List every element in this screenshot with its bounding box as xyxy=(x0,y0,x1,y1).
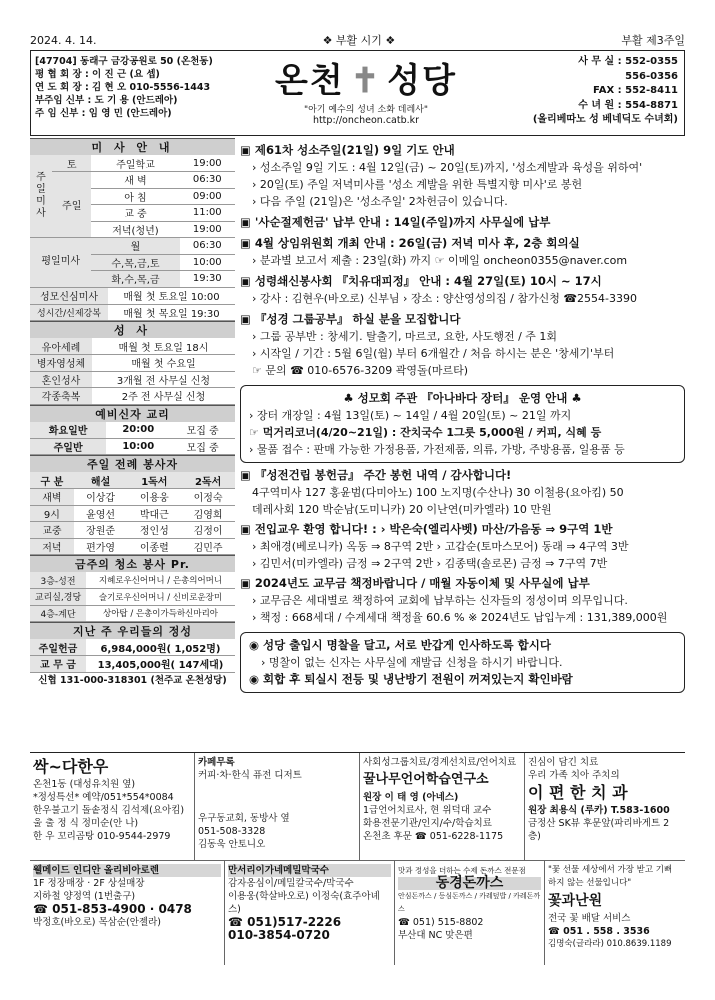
ad-donkatsu xyxy=(395,861,545,965)
finance-label: 주일헌금 xyxy=(30,639,86,656)
office-phone: 사 무 실 : 552-0355 xyxy=(578,56,678,67)
news-line: › 교무금은 세대별로 책정하여 교회에 납부하는 신자들의 정성이며 의무입니다. xyxy=(252,594,628,607)
mass-name: 화,수,목,금 xyxy=(91,271,179,288)
notice-box xyxy=(240,632,685,693)
bank-account: 신협 131-000-318301 (천주교 온천성당) xyxy=(38,674,227,686)
ad-line: 사회성그룹치료/경계선치료/언어치료 xyxy=(363,757,517,768)
mass-name: 수,목,금,토 xyxy=(91,254,179,271)
ad-line: 051-508-3328 xyxy=(198,826,266,837)
bazaar-line: › 물품 접수 : 판매 가능한 가정용품, 가전제품, 의류, 가방, 주방용품, 일용품 등 xyxy=(249,443,625,456)
table-cell: 저녁 xyxy=(30,538,74,555)
col-header: 구 분 xyxy=(30,472,74,489)
notice-line: › 명찰이 없는 신자는 사무실에 재발급 신청을 하시기 바랍니다. xyxy=(261,656,563,669)
table-cell: 편가영 xyxy=(74,538,128,555)
ad-line: 화용전문기관/인지/수/학습치료 xyxy=(363,818,492,829)
title-left: 온천 xyxy=(275,61,345,101)
table-cell: 김민주 xyxy=(181,538,235,555)
cleaning-table xyxy=(30,572,235,622)
season-label: ❖ 부활 시기 ❖ xyxy=(322,34,396,47)
bazaar-heading: ♣ 성모회 주관 『아나바다 장터』 운영 안내 ♣ xyxy=(343,391,582,405)
ad-title: 카페무록 xyxy=(198,757,235,768)
mass-time: 19:00 xyxy=(180,221,235,238)
convent-phone: 수 녀 원 : 554-8871 xyxy=(578,99,678,111)
ad-cafe xyxy=(195,753,360,861)
convent-name: (올리베따노 성 베네딕도 수녀회) xyxy=(532,114,678,125)
table-cell: 장원준 xyxy=(74,522,128,539)
servers-table xyxy=(30,472,235,555)
catechism-table xyxy=(30,422,235,456)
cleaning-area: 3층-성전 xyxy=(30,572,86,589)
masthead xyxy=(30,50,685,136)
ad-phone: 010-3854-0720 xyxy=(228,928,330,942)
news-heading: ▣ 전입교우 환영 합니다! : › 박은숙(엘리사벳) 마산/가음동 ⇒ 9구역 1반 xyxy=(240,522,613,536)
ad-clothing xyxy=(30,861,225,965)
notice-line: ◉ 회합 후 퇴실시 전등 및 냉난방기 전원이 꺼져있는지 확인바람 xyxy=(249,672,573,686)
ad-line: 울 출 정 식 정미순(안 나) xyxy=(33,818,139,829)
news-block-2 xyxy=(240,467,685,626)
special-mass-name: 성모신심미사 xyxy=(30,288,108,305)
mass-name: 아 침 xyxy=(91,188,179,205)
table-cell: 김영희 xyxy=(181,505,235,522)
cross-icon: ✝ xyxy=(350,61,382,101)
cleaning-area: 교리실,경당 xyxy=(30,589,86,606)
news-line: › 다음 주일 (21일)은 '성소주일' 2차헌금이 있습니다. xyxy=(252,195,508,208)
news-line: › 강사 : 김현우(바오로) 신부님 › 장소 : 양산영성의집 / 참가신청 ☎2554-3390 xyxy=(252,292,638,305)
ad-title: 꿀나무언어학습연구소 xyxy=(363,772,489,787)
col-header: 2독서 xyxy=(181,472,235,489)
news-line: 4구역미사 127 홍윤범(다미아노) 100 노지명(수산나) 30 이철용(요아킴) 50 xyxy=(252,486,624,499)
pastor-line: 주 임 신부 : 임 영 민 (안드레아) xyxy=(35,108,172,119)
assistant-priest-line: 부주임 신부 : 도 기 용 (안드레아) xyxy=(35,95,178,106)
cleaning-title: 금주의 청소 봉사 Pr. xyxy=(30,555,235,572)
website-url[interactable]: http://oncheon.catb.kr xyxy=(312,115,420,126)
table-cell: 윤영선 xyxy=(74,505,128,522)
ad-line: 1F 정장매장 · 2F 상설매장 xyxy=(33,878,145,889)
table-cell: 이정숙 xyxy=(181,489,235,506)
office-phone-2: 556-0356 xyxy=(625,70,678,82)
cleaning-group: 상아탑 / 은총이가득하신마리아 xyxy=(86,605,235,622)
news-heading: ▣ 4월 상임위원회 개최 안내 : 26일(금) 저녁 미사 후, 2층 회의실 xyxy=(240,236,580,250)
ad-flowers xyxy=(545,861,685,965)
class-name: 주일반 xyxy=(30,438,106,455)
special-mass-name: 성시간/신제강복 xyxy=(30,304,108,321)
ad-phone: ☎ 051) 515-8802 xyxy=(398,917,484,928)
sacrament-name: 혼인성사 xyxy=(30,371,92,388)
finance-title: 지난 주 우리들의 정성 xyxy=(30,622,235,639)
ad-title: 웰메이드 인디안 올리비아로렌 xyxy=(33,864,221,877)
ad-line: 안심돈까스 / 등심돈까스 / 카레덮밥 / 카레돈까스 xyxy=(398,892,541,913)
ad-hanwoo xyxy=(30,753,195,861)
col-header: 해설 xyxy=(74,472,128,489)
news-line: › 최애경(베로니카) 옥동 ⇒ 8구역 2반 › 고갑순(토마스모어) 동래 ⇒ 4구역 3반 xyxy=(252,540,629,553)
sacrament-table xyxy=(30,338,235,405)
mass-name: 저녁(청년) xyxy=(91,221,179,238)
ads-section xyxy=(30,752,685,964)
class-time: 10:00 xyxy=(106,438,170,455)
ad-line: 맛과 정성을 더하는 수제 돈까스 전문점 xyxy=(398,866,526,875)
ad-line: 한 우 꼬리곰탕 010-9544-2979 xyxy=(33,831,171,842)
cleaning-group: 슬기로우신어머니 / 신비로운장미 xyxy=(86,589,235,606)
ad-line: 한우불고기 돌솥정식 김석제(요아킴) xyxy=(33,805,185,816)
top-bar xyxy=(30,32,685,48)
mass-time: 06:30 xyxy=(180,172,235,189)
ad-line: 1급언어치료사, 현 위덕대 교수 xyxy=(363,805,492,816)
ad-title: 싹~다한우 xyxy=(33,757,109,776)
catechism-title: 예비신자 교리 xyxy=(30,405,235,422)
mass-name: 교 중 xyxy=(91,205,179,222)
ad-line: *정성특선* 예약/051*554*0084 xyxy=(33,792,174,803)
sacrament-name: 병자영성체 xyxy=(30,355,92,372)
bazaar-line: ☞ 먹거리코너(4/20~21일) : 잔치국수 1그릇 5,000원 / 커피, 식혜 등 xyxy=(249,426,602,439)
finance-value: 6,984,000원( 1,052명) xyxy=(86,639,235,656)
president-line: 평 협 회 장 : 이 진 근 (요 셉) xyxy=(35,69,160,80)
mass-day: 주일 xyxy=(52,172,91,238)
address-block xyxy=(35,55,213,120)
ad-phone: ☎ 051 . 558 . 3536 xyxy=(548,926,650,937)
mass-day: 토 xyxy=(52,155,91,172)
col-header: 1독서 xyxy=(127,472,181,489)
weekday-label: 평일미사 xyxy=(30,238,91,288)
ad-line: 원장 이 태 영 (아네스) xyxy=(363,792,459,803)
mass-name: 새 벽 xyxy=(91,172,179,189)
class-status: 모집 중 xyxy=(170,438,235,455)
special-mass-table xyxy=(30,288,235,322)
mass-title: 미 사 안 내 xyxy=(30,138,235,155)
news-line: 데레사회 120 박순남(도미니카) 20 이난연(미카엘라) 10 만원 xyxy=(252,503,552,516)
mass-time: 19:00 xyxy=(180,155,235,172)
ad-line: 전국 꽃 배달 서비스 xyxy=(548,913,631,924)
ad-line: 금정산 SK뷰 후문앞(파리바게트 2층) xyxy=(528,818,670,842)
ad-line: 김명숙(글라라) 010.8639.1189 xyxy=(548,939,672,949)
sunday-label: 주일미사 xyxy=(30,155,52,238)
mass-time: 10:00 xyxy=(180,254,235,271)
bazaar-box xyxy=(240,385,685,463)
ad-line: 우리 가족 치아 주치의 xyxy=(528,770,620,781)
notice-line: ◉ 성당 출입시 명찰을 달고, 서로 반갑게 인사하도록 합시다 xyxy=(249,638,551,652)
sacrament-info: 3개월 전 사무실 신청 xyxy=(92,371,235,388)
news-line: › 책정 : 668세대 / 수계세대 책정율 60.6 % ※ 2024년도 납입누계 : 131,389,000원 xyxy=(252,611,668,624)
news-heading: ▣ 『성전건립 봉헌금』 주간 봉헌 내역 / 감사합니다! xyxy=(240,468,512,482)
news-line: › 시작일 / 기간 : 5월 6일(월) 부터 6개월간 / 처음 하시는 분은 '창세기'부터 xyxy=(252,347,615,360)
sacrament-info: 2주 전 사무실 신청 xyxy=(92,388,235,405)
servers-title: 주일 전례 봉사자 xyxy=(30,455,235,472)
week-label: 부활 제3주일 xyxy=(621,34,685,47)
news-heading: ▣ 2024년도 교무금 책정바랍니다 / 매월 자동이체 및 사무실에 납부 xyxy=(240,576,590,590)
ad-line: 부산대 NC 맞은편 xyxy=(398,930,473,941)
ad-title: 만서리이가네메밀막국수 xyxy=(228,864,391,877)
ad-title: 꽃과난원 xyxy=(548,893,603,909)
table-cell: 이종렬 xyxy=(127,538,181,555)
ad-phone: ☎ 051)517-2226 xyxy=(228,915,342,929)
sacrament-name: 유아세례 xyxy=(30,338,92,355)
sacrament-title: 성 사 xyxy=(30,321,235,338)
special-mass-time: 매월 첫 목요일 19:30 xyxy=(108,304,235,321)
mass-time: 19:30 xyxy=(180,271,235,288)
council-line: 연 도 회 장 : 김 현 오 010-5556-1443 xyxy=(35,82,211,93)
news-heading: ▣ 제61차 성소주일(21일) 9일 기도 안내 xyxy=(240,143,455,157)
title-right: 성당 xyxy=(387,61,457,101)
ad-line: 감자옹심이/메밀칼국수/막국수 xyxy=(228,878,354,889)
ad-line: "꽃 선물 세상에서 가장 받고 기뻐 하지 않는 선물입니다" xyxy=(548,865,673,888)
mass-time: 06:30 xyxy=(180,238,235,255)
finance-label: 교 무 금 xyxy=(30,656,86,673)
ad-line: 온천초 후문 ☎ 051-6228-1175 xyxy=(363,831,504,842)
fax: FAX : 552-8411 xyxy=(593,85,678,96)
table-cell: 김정이 xyxy=(181,522,235,539)
ad-line: 이용웅(학살바오로) 이정숙(효주아녜스) xyxy=(228,891,380,915)
left-column xyxy=(30,138,235,689)
mass-time: 11:00 xyxy=(180,205,235,222)
news-heading: ▣ 성령쇄신봉사회 『치유대피정』 안내 : 4월 27일(토) 10시 ~ 17시 xyxy=(240,274,602,288)
sacrament-name: 각종축복 xyxy=(30,388,92,405)
table-cell: 새벽 xyxy=(30,489,74,506)
table-cell: 박대근 xyxy=(127,505,181,522)
ad-noodles xyxy=(225,861,395,965)
table-cell: 9시 xyxy=(30,505,74,522)
mass-name: 월 xyxy=(91,238,179,255)
table-cell: 이상갑 xyxy=(74,489,128,506)
ad-dental xyxy=(525,753,685,861)
contact-block xyxy=(533,55,678,128)
finance-value: 13,405,000원( 147세대) xyxy=(86,656,235,673)
ad-line: 커피·차·한식 퓨전 디저트 xyxy=(198,770,302,781)
ad-line: 우구동교회, 동방사 옆 xyxy=(198,813,290,824)
ad-title: 동경돈까스 xyxy=(398,877,541,890)
ad-line: 지하철 양정역 (1번출구) xyxy=(33,891,136,902)
class-status: 모집 중 xyxy=(170,422,235,439)
cleaning-group: 지혜로우신어머니 / 은총의어머니 xyxy=(86,572,235,589)
news-heading: ▣ 『성경 그룹공부』 하실 분을 모집합니다 xyxy=(240,312,461,326)
table-cell: 정인성 xyxy=(127,522,181,539)
ad-line: 김동욱 안토니오 xyxy=(198,839,266,850)
ad-line: 박정호(바오로) 목삼순(안젤라) xyxy=(33,917,161,928)
mass-name: 주일학교 xyxy=(91,155,179,172)
ad-speech-center xyxy=(360,753,525,861)
news-line: › 분과별 보고서 제출 : 23일(화) 까지 ☞ 이메일 oncheon0355@naver.com xyxy=(252,254,628,267)
ad-line: 온천1동 (대성유치원 옆) xyxy=(33,779,136,790)
news-block xyxy=(240,142,685,379)
issue-date: 2024. 4. 14. xyxy=(30,33,97,47)
news-line: › 그룹 공부반 : 창세기. 탈출기, 마르코, 요한, 사도행전 / 주 1회 xyxy=(252,330,558,343)
main-column xyxy=(240,142,685,693)
ad-line: 진심이 담긴 치료 xyxy=(528,757,599,768)
finance-table xyxy=(30,639,235,673)
class-time: 20:00 xyxy=(106,422,170,439)
address-line: [47704] 동래구 금강공원로 50 (온천동) xyxy=(35,56,213,67)
news-line: ☞ 문의 ☎ 010-6576-3209 곽영돌(마르타) xyxy=(252,364,469,377)
news-heading: ▣ '사순절제헌금' 납부 안내 : 14일(주일)까지 사무실에 납부 xyxy=(240,215,551,229)
news-line: › 성소주일 9일 기도 : 4월 12일(금) ~ 20일(토)까지, '성소계발과 육성을 위하여' xyxy=(252,161,643,174)
class-name: 화요일반 xyxy=(30,422,106,439)
motto: "아기 예수의 성녀 소화 데레사" xyxy=(303,105,429,115)
bazaar-line: › 장터 개장일 : 4월 13일(토) ~ 14일 / 4월 20일(토) ~ 21일 까지 xyxy=(249,409,572,422)
table-cell: 교중 xyxy=(30,522,74,539)
sacrament-info: 매월 첫 토요일 18시 xyxy=(92,338,235,355)
mass-table xyxy=(30,155,235,288)
mass-time: 09:00 xyxy=(180,188,235,205)
ad-line: 원장 최용식 (루카) T.583-1600 xyxy=(528,805,670,816)
news-line: › 20일(토) 주일 저녁미사를 '성소 계발을 위한 특별지향 미사'로 봉헌 xyxy=(252,178,583,191)
special-mass-time: 매월 첫 토요일 10:00 xyxy=(108,288,235,305)
parish-logo xyxy=(266,53,466,126)
cleaning-area: 4층-계단 xyxy=(30,605,86,622)
ad-title: 이 편 한 치 과 xyxy=(528,783,628,802)
table-cell: 이용웅 xyxy=(127,489,181,506)
ad-phone: ☎ 051-853-4900 · 0478 xyxy=(33,902,192,916)
sacrament-info: 매월 첫 수요일 xyxy=(92,355,235,372)
news-line: › 김민서(미카엘라) 금정 ⇒ 2구역 2반 › 김종택(솔로몬) 금정 ⇒ 7구역 7반 xyxy=(252,557,608,570)
